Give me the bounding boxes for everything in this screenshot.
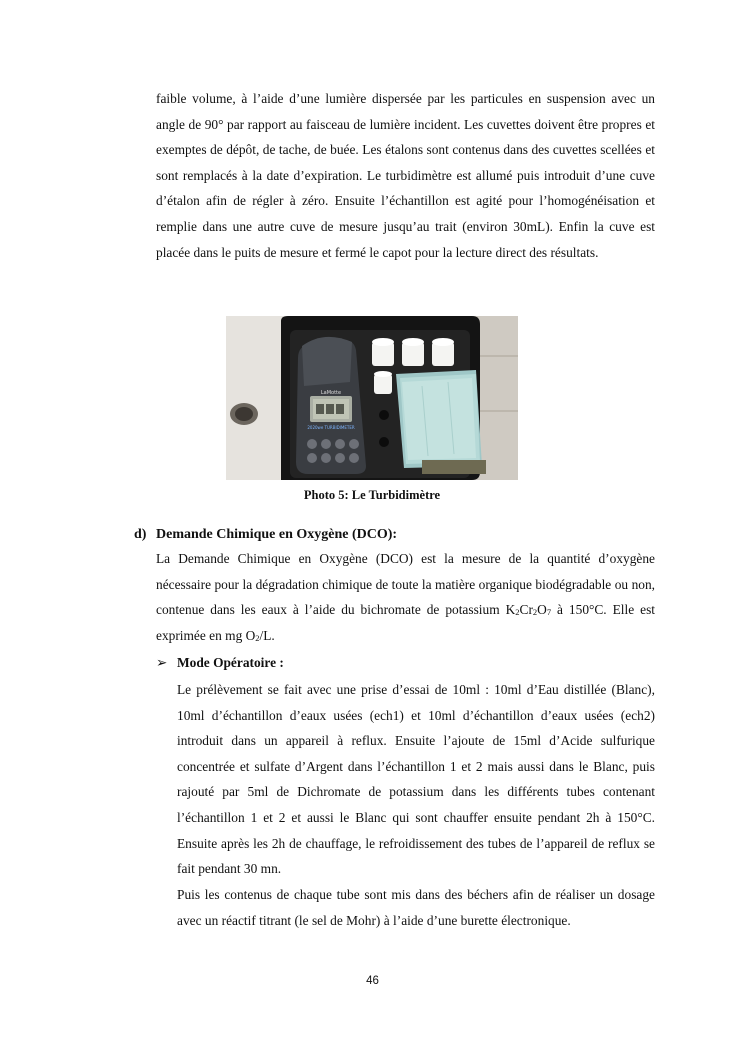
device-model-label: 2020we TURBIDIMETER	[307, 425, 355, 430]
mode-operatoire-paragraph-1: Le prélèvement se fait avec une prise d’essai de 10ml : 10ml d’Eau distillée (Blanc), 10ml d’échantillon d’eaux usées (ech1) et 10ml d’échantillon d’eaux usées (ech2) introduit dans un appareil à reflux. Ensuite l’ajoute de 15ml d’Acide sulfurique concentrée et sulfate d’Argent dans l’échantillon 1 et 2 mais aussi dans le Blanc, puis rajouté par 5ml de Dichromate de potassium dans les différents tubes contenant l’échantillon 1 et 2 et aussi le Blanc qui sont chauffer ensuite pendant 2h à 150°C. Ensuite après les 2h de chauffage, le refroidissement des tubes de l’appareil de reflux se fait pendant 30 mn.	[177, 682, 655, 877]
mode-operatoire-heading	[156, 650, 284, 675]
drain-icon	[230, 403, 258, 425]
dco-paragraph	[156, 546, 655, 648]
cr-symbol: Cr	[519, 602, 533, 618]
section-d-title: Demande Chimique en Oxygène (DCO):	[156, 527, 398, 542]
intro-paragraph: faible volume, à l’aide d’une lumière dispersée par les particules en suspension avec un angle de 90° par rapport au faisceau de lumière incident. Les cuvettes doivent être propres et exemptes de dépôt, de tache, de buée. Les étalons sont contenus dans des cuvettes scellées et sont remplacés à la date d’expiration. Le turbidimètre est allumé puis introduit d’une cuve d’étalon afin de régler à zéro. Ensuite l’échantillon est agité pour l’homogénéisation et remplie dans une autre cuve de mesure jusqu’au trait (environ 30mL). Enfin la cuve est placée dans le puits de mesure et fermé le capot pour la lecture direct des résultats.	[156, 91, 655, 260]
photo-caption: Photo 5: Le Turbidimètre	[303, 488, 441, 502]
dco-text-mid: à 150°C. Elle est exprimée en mg O	[156, 602, 656, 643]
lint-free-wipes	[396, 370, 482, 468]
arrow-bullet-icon: ➢	[156, 655, 168, 670]
device-brand-label: LaMotte	[320, 390, 342, 396]
k-subscript: 2	[515, 607, 520, 618]
cr-subscript: 2	[532, 607, 538, 618]
page-number: 46	[366, 975, 379, 987]
o-symbol: O	[537, 602, 547, 618]
o-subscript: 7	[546, 607, 552, 618]
dco-text-end: /L.	[259, 627, 275, 643]
turbidimeter-photo	[226, 316, 518, 480]
mode-operatoire-paragraph-2: Puis les contenus de chaque tube sont mis dans des béchers afin de réaliser un dosage avec un réactif titrant (le sel de Mohr) à l’aide d’une burette électronique.	[177, 887, 655, 928]
dco-text-start: La Demande Chimique en Oxygène (DCO) est la mesure de la quantité d’oxygène nécessaire pour la dégradation chimique de toute la matière organique biodégradable ou non, contenue dans les eaux à l’aide du bichromate de potassium K	[156, 551, 655, 618]
section-d-letter: d)	[134, 527, 147, 542]
o2-subscript: 2	[255, 632, 260, 643]
turbidimeter-device	[296, 337, 366, 474]
section-d-heading	[134, 522, 397, 547]
mode-operatoire-title: Mode Opératoire :	[177, 655, 284, 670]
